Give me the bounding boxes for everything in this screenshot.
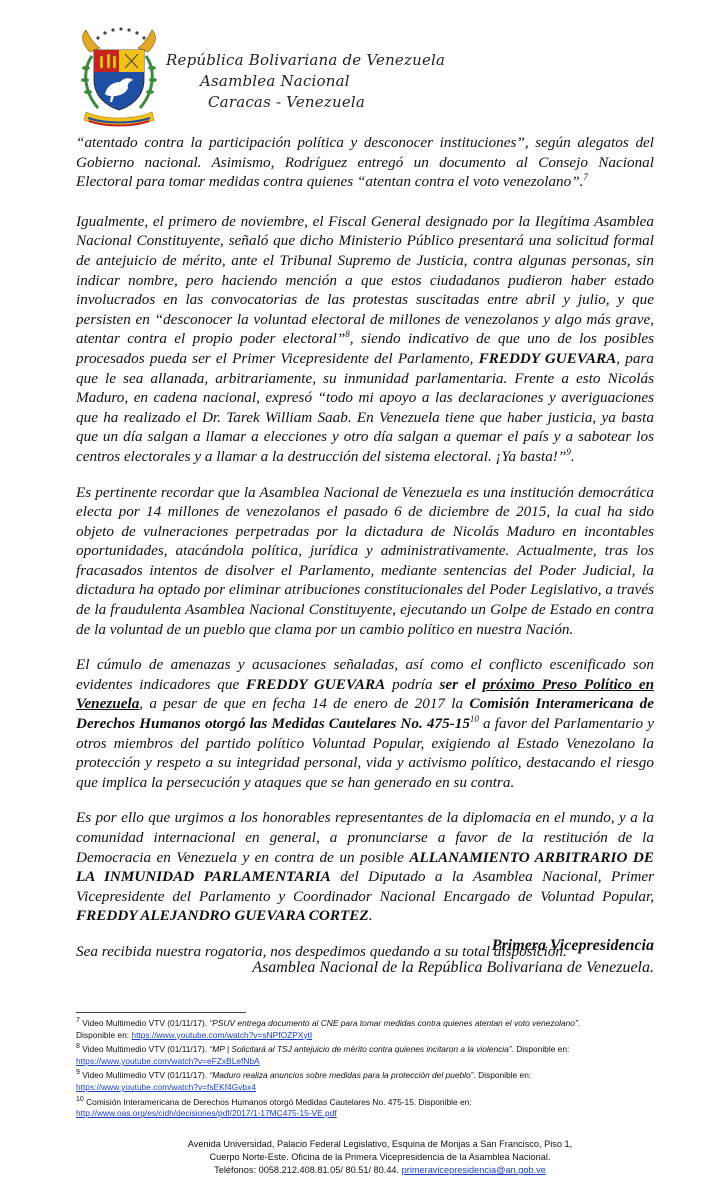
paragraph-6: Sea recibida nuestra rogatoria, nos despedimos quedando a su total disposición. (76, 942, 567, 960)
footnote-link[interactable]: https://www.youtube.com/watch?v=eFZxBLefNbA (76, 1055, 260, 1066)
paragraph-2-text-a: Igualmente, el primero de noviembre, el Fiscal General designado por la Ilegítima Asamblea Nacional Constituyente, señaló que dicho Ministerio Público presentará una solicitud formal de antejuicio de mérito, ante el Tribunal Supremo de Justicia, contra algunas personas, sin indicar nombre, pero haciendo mención a que estos ciudadanos pudieron haber estado involucrados en las convocatorias de las protestas suscitadas entre abril y julio, y que persisten en “desconocer la voluntad electoral de millones de venezolanos y algo más grave, atentar contra el propio poder electoral” (76, 212, 654, 348)
footnote-source: Video Multimedio VTV (01/11/17). (82, 1018, 210, 1028)
letter-body (76, 133, 654, 978)
footnote-number: 10 (76, 1095, 84, 1103)
signature-title: Primera Vicepresidencia (491, 937, 654, 954)
footer-address-2: Cuerpo Norte-Este. Oficina de la Primera Vicepresidencia de la Asamblea Nacional. (209, 1152, 551, 1162)
letterhead-text (166, 50, 445, 113)
footnote-9 (76, 1070, 676, 1093)
footnote-link[interactable]: https://www.youtube.com/watch?v=sNPfOZPXytI (131, 1029, 313, 1040)
signature-institution: Asamblea Nacional de la República Bolivariana de Venezuela. (252, 959, 654, 976)
coat-of-arms-icon (76, 22, 162, 132)
footnote-8 (76, 1044, 676, 1067)
paragraph-4-text-a: El cúmulo de amenazas y acusaciones señaladas, así como el conflicto escenificado son evidentes indicadores que (76, 656, 654, 693)
paragraph-2 (76, 212, 654, 467)
letterhead-city: Caracas - Venezuela (208, 93, 366, 111)
footnote-ref-10: 10 (469, 713, 479, 724)
footnote-title: “MP | Solicitará al TSJ antejuicio de mérito contra quienes incitaron a la violencia” (209, 1044, 512, 1055)
footnote-ref-7: 7 (583, 172, 588, 183)
footer-phones: Teléfonos: 0058.212.408.81.05/ 80.51/ 80.44. (214, 1165, 402, 1175)
footer-contact (140, 1164, 620, 1177)
paragraph-5 (76, 808, 654, 926)
footer-address-1: Avenida Universidad, Palacio Federal Legislativo, Esquina de Monjas a San Francisco, Piso 1, (187, 1139, 573, 1149)
name-emphasis: FREDDY GUEVARA (246, 675, 386, 693)
paragraph-5-text-c: del Diputado a la Asamblea Nacional, Primer Vicepresidente del Parlamento y Coordinador Nacional Encargado de Voluntad Popular, (76, 868, 655, 905)
paragraph-4-text-g: a favor del Parlamentario y otros miembros del partido político Voluntad Popular, exigiendo al Estado Venezolano la protección y respeto a su integridad personal, vida y activismo político, destacando el riesgo que implica la persecución y ataques que se han generado en su contra. (76, 715, 654, 791)
footnote-link[interactable]: https://www.youtube.com/watch?v=fsEKf4Gvbx4 (76, 1081, 256, 1092)
footnote-title: “Maduro realiza anuncios sobre medidas para la protección del pueblo” (209, 1070, 474, 1081)
paragraph-4-emphasis: ser el (439, 675, 483, 693)
paragraph-1 (76, 133, 654, 192)
footnote-number: 9 (76, 1069, 80, 1077)
footnote-tail: . (511, 1044, 517, 1055)
paragraph-4-text-b: podría (385, 675, 440, 693)
paragraph-2-text-b: , siendo indicativo de que uno de los posibles procesados pueda ser el Primer Vicepresidente del Parlamento, (76, 330, 654, 367)
footnote-number: 8 (76, 1043, 80, 1051)
footnotes (76, 1018, 676, 1123)
letterhead (76, 22, 476, 132)
footnote-7 (76, 1018, 676, 1041)
footnote-tail: . (473, 1070, 479, 1081)
signature-block (252, 935, 654, 979)
footnote-ref-9: 9 (566, 446, 571, 457)
cidh-emphasis: Comisión Interamericana de Derechos Humanos otorgó las Medidas Cautelares No. 475-15 (76, 695, 655, 733)
footnote-available: Disponible en: (418, 1096, 472, 1107)
footnote-ref-8: 8 (345, 329, 350, 340)
footnote-divider (76, 1012, 246, 1013)
immunity-emphasis: ALLANAMIENTO ARBITRARIO DE LA INMUNIDAD PARLAMENTARIA (76, 848, 654, 886)
footnote-number: 7 (76, 1017, 80, 1025)
footnote-available: Disponible en: (516, 1044, 570, 1055)
footer-email-link[interactable]: primeravicepresidencia@an.gob.ve (401, 1165, 546, 1175)
political-prisoner-emphasis: próximo Preso Político en Venezuela (76, 675, 655, 713)
footnote-source: Comisión Interamericana de Derechos Humanos otorgó Medidas Cautelares No. 475-15. (86, 1096, 419, 1107)
footnote-source: Video Multimedio VTV (01/11/17). (82, 1044, 210, 1055)
letterhead-country: República Bolivariana de Venezuela (166, 51, 446, 69)
paragraph-3: Es pertinente recordar que la Asamblea Nacional de Venezuela es una institución democrática electa por 14 millones de venezolanos el pasado 6 de diciembre de 2015, la cual ha sido objeto de vulneraciones perpetradas por la dictadura de Nicolás Maduro en incontables oportunidades, atacándola política, jurídica y administrativamente. Actualmente, tras los fracasados intentos de disolver el Parlamento, mediante sentencias del Poder Judicial, la dictadura ha optado por eliminar atribuciones constitucionales del Poder Legislativo, a través de la fraudulenta Asamblea Nacional Constituyente, ejecutando un Golpe de Estado en contra de la voluntad de un pueblo que clama por un cambio político en nuestra Nación. (76, 483, 654, 638)
paragraph-4-text-e: , a pesar de que en fecha 14 de enero de 2017 la (139, 695, 470, 713)
footnote-available: Disponible en: (478, 1070, 532, 1081)
footnote-title: “PSUV entrega documento al CNE para tomar medidas contra quienes atentan el voto venezolano” (209, 1018, 578, 1028)
paragraph-5-text-e: . (368, 907, 373, 925)
footnote-available: Disponible en: (76, 1029, 132, 1040)
paragraph-1-text: “atentado contra la participación política y desconocer instituciones”, según alegatos del Gobierno nacional. Asimismo, Rodríguez entregó un documento al Consejo Nacional Electoral para tomar medidas contra quienes “atentan contra el voto venezolano”. (76, 134, 654, 191)
footnote-source: Video Multimedio VTV (01/11/17). (82, 1070, 210, 1081)
paragraph-2-text-c: , para que le sea allanada, arbitrariamente, su inmunidad parlamentaria. Frente a esto Nicolás Maduro, en cadena nacional, expresó “todo mi apoyo a las declaraciones y averiguaciones que ha realizado el Dr. Tarek William Saab. En Venezuela tiene que haber justicia, ya basta que un día salgan a llamar a elecciones y otro día salgan a quemar el país y a sabotear los centros electorales y a llamar a la destrucción del sistema electoral. ¡Ya basta!” (76, 349, 654, 465)
full-name-emphasis: FREDDY ALEJANDRO GUEVARA CORTEZ (76, 907, 369, 925)
paragraph-4 (76, 655, 654, 792)
footnote-link[interactable]: http://www.oas.org/es/cidh/decisiones/pdf/2017/1-17MC475-15-VE.pdf (76, 1108, 337, 1119)
footnote-tail: . (577, 1018, 581, 1028)
name-emphasis: FREDDY GUEVARA (478, 349, 617, 367)
paragraph-2-text-d: . (570, 447, 575, 465)
page-footer (140, 1138, 620, 1177)
letterhead-institution: Asamblea Nacional (200, 72, 350, 90)
footnote-10 (76, 1097, 676, 1120)
paragraph-5-text-a: Es por ello que urgimos a los honorables representantes de la diplomacia en el mundo, y a la comunidad internacional en general, a pronunciarse a favor de la restitución de la Democracia en Venezuela y en contra de un posible (76, 809, 654, 866)
